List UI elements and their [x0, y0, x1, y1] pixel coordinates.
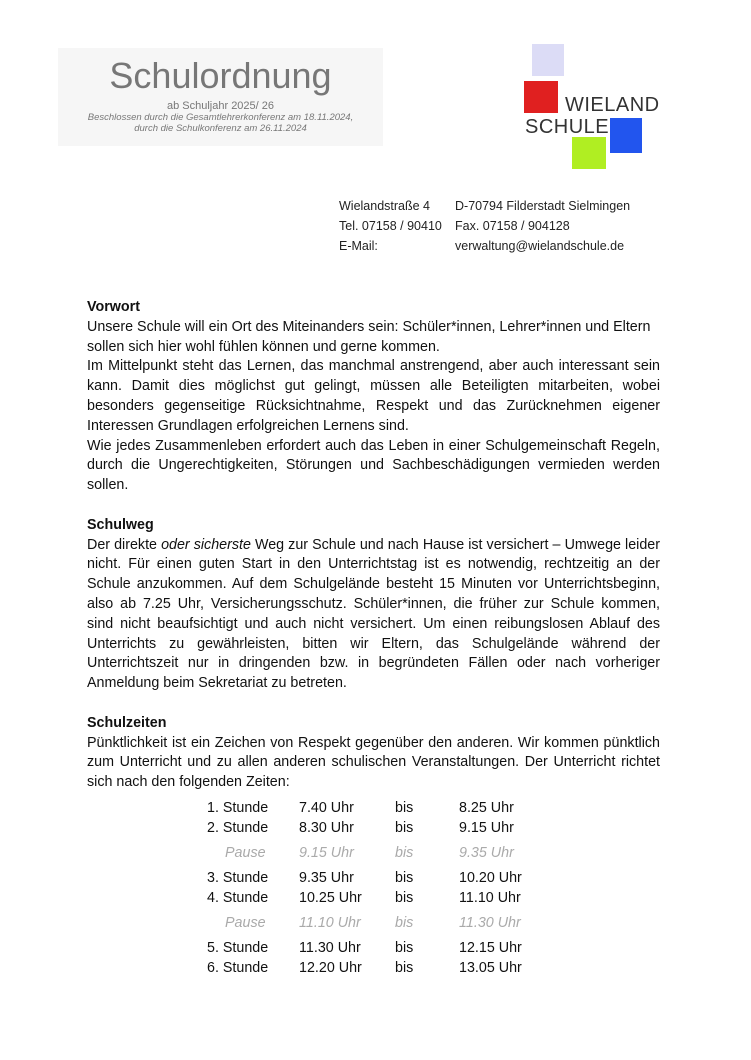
period-label: Pause — [225, 845, 266, 862]
fax: Fax. 07158 / 904128 — [455, 219, 570, 233]
email-label: E-Mail: — [339, 239, 378, 253]
decision-line-1: Beschlossen durch die Gesamtlehrerkonferenz am 18.11.2024, — [87, 112, 354, 123]
end-time: 8.25 Uhr — [459, 800, 514, 816]
schulweg-paragraph — [87, 536, 660, 694]
document-title: Schulordnung — [109, 55, 332, 96]
address-row — [339, 196, 630, 216]
school-year: ab Schuljahr 2025/ 26 — [166, 100, 275, 112]
title-box — [58, 48, 383, 146]
decision-note — [58, 112, 383, 134]
school-logo — [520, 44, 670, 174]
start-time: 7.40 Uhr — [299, 800, 354, 816]
logo-square-green — [572, 137, 606, 169]
end-time: 10.20 Uhr — [459, 870, 522, 887]
end-time: 9.15 Uhr — [459, 819, 514, 836]
heading-vorwort: Vorwort — [87, 299, 140, 315]
start-time: 12.20 Uhr — [299, 959, 362, 976]
separator: bis — [395, 845, 414, 862]
logo-square-red — [524, 81, 558, 113]
start-time: 10.25 Uhr — [299, 889, 362, 906]
logo-text-schule: SCHULE — [525, 116, 610, 138]
period-label: 2. Stunde — [207, 819, 269, 836]
decision-line-2: durch die Schulkonferenz am 26.11.2024 — [134, 123, 307, 134]
city: D-70794 Filderstadt Sielmingen — [455, 199, 631, 213]
heading-schulweg: Schulweg — [87, 516, 154, 533]
separator: bis — [395, 870, 414, 887]
schulweg-text-start: Der direkte — [87, 536, 162, 553]
period-label: Pause — [225, 915, 266, 932]
separator: bis — [395, 800, 414, 816]
end-time: 9.35 Uhr — [459, 845, 514, 862]
street: Wielandstraße 4 — [339, 199, 431, 213]
start-time: 8.30 Uhr — [299, 819, 354, 836]
schulweg-text-rest: Weg zur Schule und nach Hause ist versichert – Umwege leider nicht. Für einen guten Start in den Unterrichtstag ist es notwendig, rechtzeitig an der Schule anzukommen. Auf dem Schulgelände besteht 15 Minuten vor Unterrichtsbeginn, also ab 7.25 Uhr, Versicherungsschutz. Schüler*innen, die früher zur Schule kommen, sind nicht beaufsichtigt und auch nicht versichert. Um einen reibungslosen Ablauf des Unterrichts zu gewährleisten, bitten wir Eltern, das Schulgelände während der Unterrichtszeit nur in dringenden bzw. in begründeten Fällen oder nach vorheriger Anmeldung beim Sekretariat zu betreten. — [87, 536, 660, 692]
start-time: 11.10 Uhr — [299, 915, 361, 932]
separator: bis — [395, 959, 414, 976]
end-time: 11.10 Uhr — [459, 889, 521, 906]
start-time: 9.15 Uhr — [299, 845, 354, 862]
separator: bis — [395, 819, 414, 836]
vorwort-paragraph-1: Unsere Schule will ein Ort des Miteinanders sein: Schüler*innen, Lehrer*innen und Eltern sollen sich hier wohl fühlen können und gerne kommen. — [87, 318, 651, 355]
logo-square-lavender — [532, 44, 564, 76]
heading-schulzeiten: Schulzeiten — [87, 714, 167, 731]
end-time: 12.15 Uhr — [459, 940, 522, 957]
period-label: 6. Stunde — [207, 959, 269, 976]
phone-row — [339, 216, 630, 236]
start-time: 9.35 Uhr — [299, 870, 354, 887]
period-label: 1. Stunde — [207, 800, 269, 816]
email-row — [339, 236, 630, 256]
separator: bis — [395, 915, 414, 932]
end-time: 13.05 Uhr — [459, 959, 522, 976]
start-time: 11.30 Uhr — [299, 940, 361, 957]
telephone: Tel. 07158 / 90410 — [339, 219, 442, 233]
document-body — [87, 298, 660, 793]
logo-text-wieland: WIELAND — [565, 94, 660, 116]
separator: bis — [395, 889, 414, 906]
period-label: 5. Stunde — [207, 940, 269, 957]
separator: bis — [395, 940, 414, 957]
period-label: 4. Stunde — [207, 889, 269, 906]
schulweg-text-italic: oder sicherste — [161, 536, 251, 553]
vorwort-paragraph-3: Wie jedes Zusammenleben erfordert auch das Leben in einer Schulgemeinschaft Regeln, durch die Ungerechtigkeiten, Störungen und Sachbeschädigungen vermieden werden sollen. — [87, 437, 660, 494]
logo-square-blue — [610, 118, 642, 153]
vorwort-paragraph-2: Im Mittelpunkt steht das Lernen, das manchmal anstrengend, aber auch interessant sein kann. Damit dies möglichst gut gelingt, müssen alle Beteiligten mitarbeiten, wobei besonders gegenseitige Rücksichtnahme, Respekt und das Zurücknehmen eigener Interessen Grundlagen erfolgreichen Lernens sind. — [87, 358, 660, 434]
period-label: 3. Stunde — [207, 870, 269, 887]
email-link[interactable]: verwaltung@wielandschule.de — [455, 239, 625, 253]
address-block — [339, 196, 630, 256]
end-time: 11.30 Uhr — [459, 915, 521, 932]
schulzeiten-paragraph: Pünktlichkeit ist ein Zeichen von Respekt gegenüber den anderen. Wir kommen pünktlich zum Unterricht und zu allen anderen schulischen Veranstaltungen. Der Unterricht richtet sich nach den folgenden Zeiten: — [87, 734, 660, 791]
